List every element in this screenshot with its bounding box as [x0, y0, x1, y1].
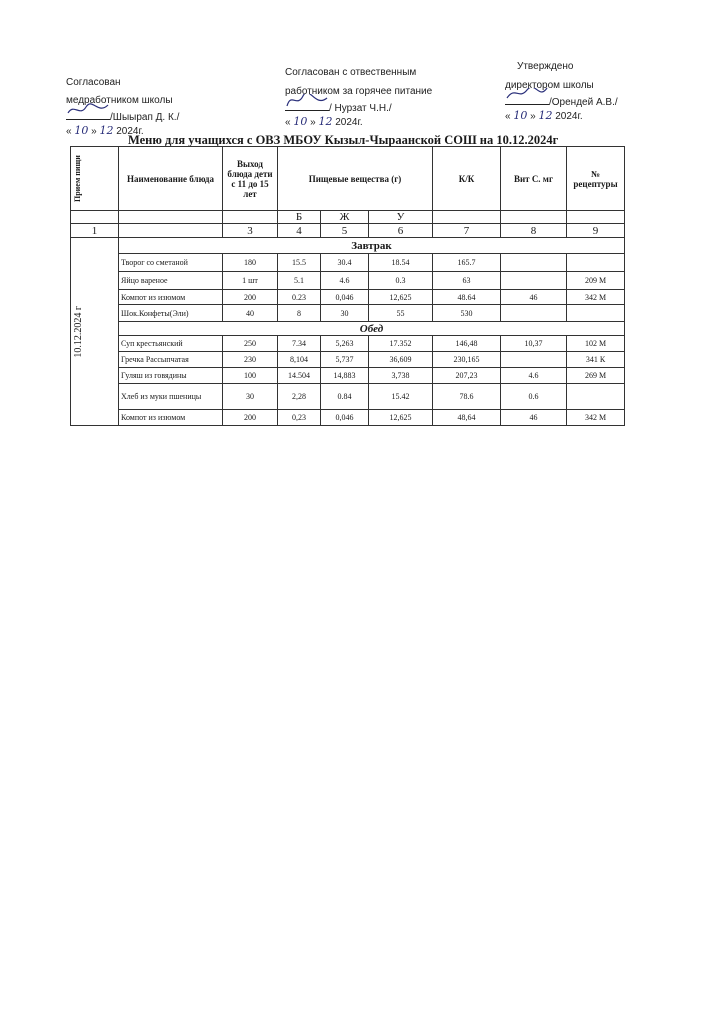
- header-nutrients: Пищевые вещества (г): [278, 147, 433, 211]
- table-row: Компот из изюмом 200 0,23 0,046 12,625 48,64 46 342 М: [71, 410, 625, 426]
- table-row: Хлеб из муки пшеницы 30 2,28 0.84 15.42 78.6 0.6: [71, 384, 625, 410]
- header-kk: К/К: [433, 147, 501, 211]
- approval-middle-signer: / Нурзат Ч.Н./: [329, 103, 392, 114]
- lunch-label: Обед: [119, 322, 625, 336]
- approval-right-date-open: «: [505, 111, 511, 122]
- signature-right-icon: [505, 94, 549, 105]
- approval-middle-month: 12: [318, 115, 333, 128]
- col-number: 3: [223, 224, 278, 238]
- approval-left-line2: медработником школы: [66, 95, 173, 106]
- approval-right-day: 10: [513, 109, 528, 122]
- col-number: 5: [321, 224, 369, 238]
- table-row: Компот из изюмом 200 0.23 0,046 12,625 48.64 46 342 М: [71, 290, 625, 305]
- header-meal: Прием пищи: [71, 147, 119, 211]
- col-number: 1: [71, 224, 119, 238]
- date-cell: 10.12.2024 г: [71, 238, 119, 426]
- approval-left-month: 12: [99, 124, 114, 137]
- approval-left-date-open: «: [66, 126, 72, 137]
- table-row: Яйцо вареное 1 шт 5.1 4.6 0.3 63 209 М: [71, 272, 625, 290]
- approval-right-month: 12: [538, 109, 553, 122]
- approval-right-line2: директором школы: [505, 80, 594, 91]
- approval-middle-year: 2024г.: [335, 117, 363, 128]
- header-dish: Наименование блюда: [119, 147, 223, 211]
- table-row: Суп крестьянский 250 7.34 5,263 17.352 146,48 10,37 102 М: [71, 336, 625, 352]
- approval-middle-date-sep: »: [310, 117, 316, 128]
- signature-middle-icon: [285, 100, 329, 111]
- header-vitc: Вит С. мг: [501, 147, 567, 211]
- table-subheader-row: [71, 211, 625, 224]
- table-row: Шок.Конфеты(Эли) 40 8 30 55 530: [71, 305, 625, 322]
- sub-u: У: [369, 211, 433, 224]
- approval-middle: [285, 66, 432, 129]
- header-output: Выход блюда дети с 11 до 15 лет: [223, 147, 278, 211]
- table-row: Гуляш из говядины 100 14.504 14,883 3,738 207,23 4.6 269 М: [71, 368, 625, 384]
- approval-left-line1: Согласован: [66, 77, 121, 88]
- lunch-section-row: [71, 322, 625, 336]
- table-number-row: [71, 224, 625, 238]
- header-recipe: № рецептуры: [567, 147, 625, 211]
- col-number: 4: [278, 224, 321, 238]
- table-row: Творог со сметаной 180 15.5 30.4 18.54 165.7: [71, 254, 625, 272]
- table-row: Гречка Рассыпчатая 230 8,104 5,737 36,609 230,165 341 К: [71, 352, 625, 368]
- approval-left-signer: /Шыырап Д. К./: [110, 112, 180, 123]
- col-number: 8: [501, 224, 567, 238]
- table-header-row: [71, 147, 625, 211]
- signature-left-icon: [66, 109, 110, 120]
- approval-middle-date-open: «: [285, 117, 291, 128]
- approval-middle-day: 10: [293, 115, 308, 128]
- col-number: 9: [567, 224, 625, 238]
- approval-middle-line1: Согласован с отвественным: [285, 67, 417, 78]
- approval-right-line1: Утверждено: [517, 61, 574, 72]
- breakfast-label: Завтрак: [119, 238, 625, 254]
- approval-left-date-sep: »: [91, 126, 97, 137]
- approval-right-date-sep: »: [530, 111, 536, 122]
- sub-zh: Ж: [321, 211, 369, 224]
- menu-table: [70, 146, 625, 426]
- page-title: Меню для учащихся с ОВЗ МБОУ Кызыл-Чыраанской СОШ на 10.12.2024г: [128, 133, 559, 147]
- approval-right-signer: /Орендей А.В./: [549, 97, 618, 108]
- approval-right: [505, 60, 618, 123]
- approval-middle-line2: работником за горячее питание: [285, 86, 433, 97]
- approval-left-day: 10: [74, 124, 89, 137]
- sub-b: Б: [278, 211, 321, 224]
- approval-right-year: 2024г.: [555, 111, 583, 122]
- col-number: 6: [369, 224, 433, 238]
- approval-left: [66, 76, 179, 138]
- approval-left-year: 2024г.: [116, 126, 144, 137]
- col-number: 7: [433, 224, 501, 238]
- breakfast-section-row: [71, 238, 625, 254]
